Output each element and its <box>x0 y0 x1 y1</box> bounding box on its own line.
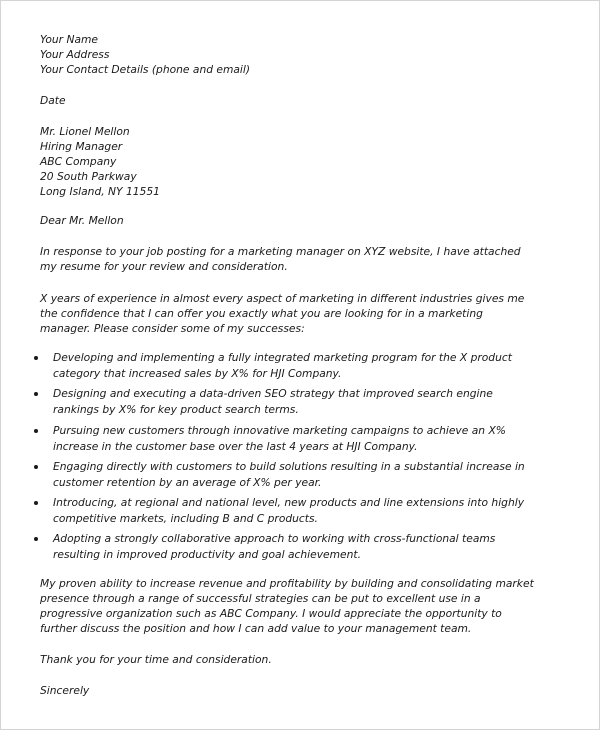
paragraph-intro <box>40 244 521 274</box>
text-line: presence through a range of successful strategies can be put to excellent use in a <box>40 592 481 605</box>
sender-address: Your Address <box>40 48 110 61</box>
date: Date <box>40 94 66 107</box>
text-line: category that increased sales by X% for HJI Company. <box>53 366 342 380</box>
recipient-company: ABC Company <box>40 155 117 168</box>
closing: Sincerely <box>40 684 90 697</box>
recipient-street: 20 South Parkway <box>40 170 137 183</box>
bullet-icon <box>34 356 38 360</box>
text-line: Developing and implementing a fully integrated marketing program for the X product <box>53 351 512 364</box>
bullet-item <box>53 423 506 454</box>
text-line: My proven ability to increase revenue and profitability by building and consolidating market <box>40 577 534 590</box>
text-line: rankings by X% for key product search terms. <box>53 402 299 416</box>
text-line: Engaging directly with customers to build solutions resulting in a substantial increase in <box>53 460 525 473</box>
text-line: Pursuing new customers through innovative marketing campaigns to achieve an X% <box>53 424 506 437</box>
text-line: resulting in improved productivity and goal achievement. <box>53 547 361 561</box>
recipient-title: Hiring Manager <box>40 140 123 153</box>
text-line: In response to your job posting for a marketing manager on XYZ website, I have attached <box>40 245 521 258</box>
bullet-icon <box>34 501 38 505</box>
text-line: manager. Please consider some of my successes: <box>40 322 305 335</box>
text-line: further discuss the position and how I can add value to your management team. <box>40 622 472 635</box>
bullet-item <box>53 495 524 526</box>
text-line: competitive markets, including B and C products. <box>53 511 318 525</box>
bullet-icon <box>34 429 38 433</box>
text-line: the confidence that I can offer you exactly what you are looking for in a marketing <box>40 307 483 320</box>
bullet-item <box>53 350 512 381</box>
text-line: Adopting a strongly collaborative approach to working with cross-functional teams <box>53 532 496 545</box>
sender-contact: Your Contact Details (phone and email) <box>40 63 251 76</box>
bullet-item <box>53 386 493 417</box>
text-line: X years of experience in almost every aspect of marketing in different industries gives me <box>40 292 525 305</box>
bullet-icon <box>34 537 38 541</box>
text-line: increase in the customer base over the last 4 years at HJI Company. <box>53 439 418 453</box>
bullet-item <box>53 531 495 562</box>
bullet-icon <box>34 465 38 469</box>
text-line: progressive organization such as ABC Company. I would appreciate the opportunity to <box>40 607 502 620</box>
bullet-icon <box>34 392 38 396</box>
recipient-city: Long Island, NY 11551 <box>40 185 160 198</box>
sender-name: Your Name <box>40 33 98 46</box>
text-line: my resume for your review and consideration. <box>40 260 288 273</box>
thanks-line: Thank you for your time and consideration. <box>40 653 272 666</box>
bullet-item <box>53 459 525 490</box>
text-line: Designing and executing a data-driven SEO strategy that improved search engine <box>53 387 493 400</box>
paragraph-closing <box>40 576 534 636</box>
salutation: Dear Mr. Mellon <box>40 214 124 227</box>
text-line: Introducing, at regional and national level, new products and line extensions into highly <box>53 496 525 509</box>
recipient-name: Mr. Lionel Mellon <box>40 125 130 138</box>
recipient-block <box>40 124 160 199</box>
text-line: customer retention by an average of X% per year. <box>53 475 322 489</box>
paragraph-experience <box>40 291 524 336</box>
sender-block <box>40 32 250 77</box>
